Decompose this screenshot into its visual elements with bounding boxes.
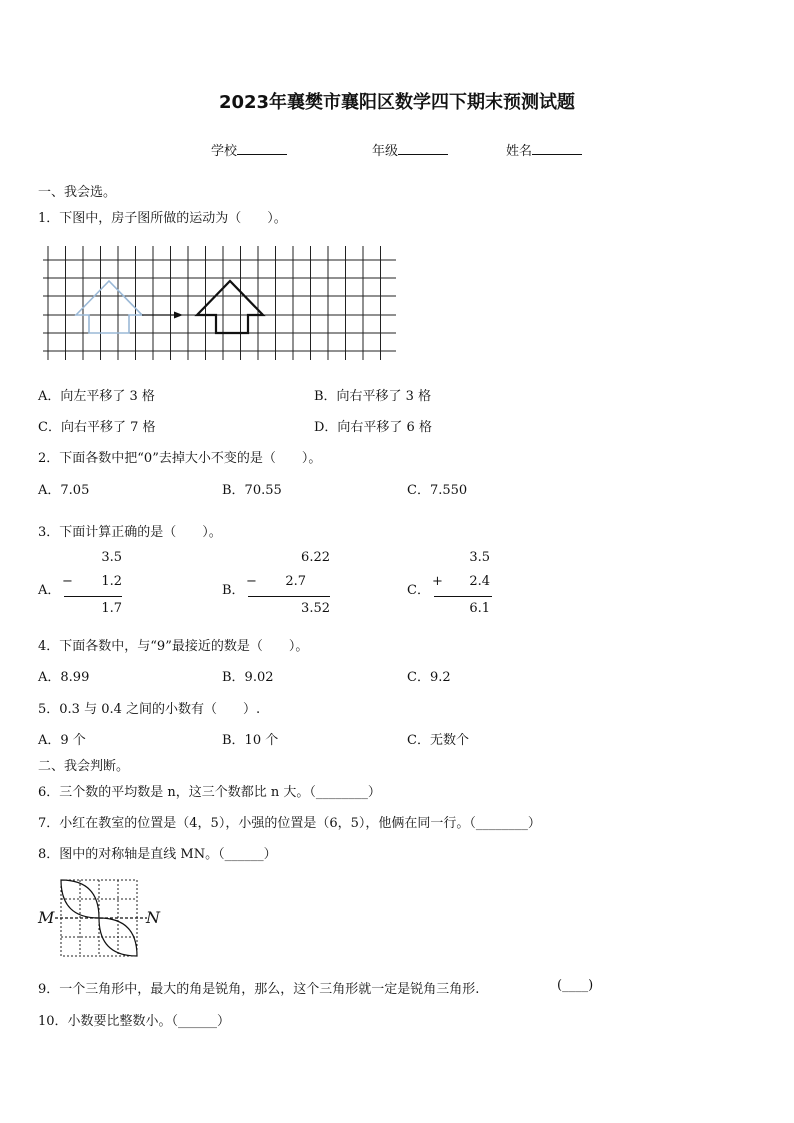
q3-calc-a-result: 1.7 — [101, 601, 122, 616]
original-house-shape — [76, 281, 142, 333]
question-9: 9．一个三角形中，最大的角是锐角，那么，这个三角形就一定是锐角三角形. — [38, 982, 480, 997]
q3-calc-b-operator: − — [246, 574, 257, 589]
q3-calc-c-operator: + — [432, 574, 443, 589]
q1-option-a[interactable]: A．向左平移了 3 格 — [38, 389, 155, 404]
grid-lines — [43, 246, 396, 360]
grade-field — [372, 140, 448, 159]
grade-label: 年级 — [372, 144, 399, 159]
q1-option-c[interactable]: C．向右平移了 7 格 — [38, 420, 156, 435]
q3-calc-b-top: 6.22 — [301, 550, 330, 565]
school-field — [211, 140, 287, 159]
q1-option-d[interactable]: D．向右平移了 6 格 — [314, 420, 432, 435]
name-blank — [532, 142, 582, 155]
question-1: 1．下图中，房子图所做的运动为（ ）。 — [38, 211, 287, 226]
q2-option-a[interactable]: A．7.05 — [38, 483, 90, 498]
q3-calc-a-operator: − — [62, 574, 73, 589]
q5-option-b[interactable]: B．10 个 — [222, 733, 279, 748]
name-label: 姓名 — [506, 144, 533, 159]
question-2: 2．下面各数中把“0”去掉大小不变的是（ ）。 — [38, 451, 322, 466]
q3-calc-b-line — [248, 596, 330, 597]
translation-grid-figure — [36, 238, 406, 368]
q3-calc-a-line — [64, 596, 122, 597]
q3-calc-b-result: 3.52 — [301, 601, 330, 616]
q3-calc-a-subtrahend: 1.2 — [101, 574, 122, 589]
section-2-heading: 二、我会判断。 — [38, 759, 130, 774]
q2-option-b[interactable]: B．70.55 — [222, 483, 282, 498]
label-m: M — [38, 908, 55, 927]
q2-option-c[interactable]: C．7.550 — [407, 483, 468, 498]
q3-calc-b-subtrahend: 2.7 — [285, 574, 306, 589]
q4-option-c[interactable]: C．9.2 — [407, 670, 451, 685]
moved-house-shape — [197, 281, 263, 333]
label-n: N — [146, 908, 160, 927]
q5-option-a[interactable]: A．9 个 — [38, 733, 86, 748]
q3-option-c[interactable]: C． — [407, 583, 430, 598]
q3-calc-c-result: 6.1 — [469, 601, 490, 616]
section-1-heading: 一、我会选。 — [38, 185, 117, 200]
school-blank — [237, 142, 287, 155]
name-field — [506, 140, 582, 159]
q3-option-a[interactable]: A． — [38, 583, 61, 598]
q4-option-a[interactable]: A．8.99 — [38, 670, 90, 685]
question-7: 7．小红在教室的位置是（4，5），小强的位置是（6，5），他俩在同一行。（________） — [38, 816, 541, 831]
school-label: 学校 — [211, 144, 238, 159]
q3-calc-c-top: 3.5 — [469, 550, 490, 565]
question-4: 4．下面各数中，与“9”最接近的数是（ ）。 — [38, 639, 309, 654]
q1-option-b[interactable]: B．向右平移了 3 格 — [314, 389, 432, 404]
question-8: 8．图中的对称轴是直线 MN。（______） — [38, 847, 277, 862]
q3-calc-c-addend: 2.4 — [469, 574, 490, 589]
grade-blank — [398, 142, 448, 155]
question-10: 10．小数要比整数小。（______） — [38, 1014, 231, 1029]
symmetry-figure — [55, 876, 147, 958]
question-3: 3．下面计算正确的是（ ）。 — [38, 525, 222, 540]
q3-calc-a-top: 3.5 — [101, 550, 122, 565]
question-5: 5．0.3 与 0.4 之间的小数有（ ）. — [38, 702, 261, 717]
q3-calc-c-line — [434, 596, 492, 597]
q4-option-b[interactable]: B．9.02 — [222, 670, 274, 685]
question-9-blank[interactable]: (____) — [557, 978, 594, 993]
translation-arrow-head — [174, 312, 183, 319]
question-6: 6．三个数的平均数是 n，这三个数都比 n 大。（________） — [38, 785, 381, 800]
q3-option-b[interactable]: B． — [222, 583, 245, 598]
page-title: 2023年襄樊市襄阳区数学四下期末预测试题 — [218, 92, 576, 113]
q5-option-c[interactable]: C．无数个 — [407, 733, 469, 748]
